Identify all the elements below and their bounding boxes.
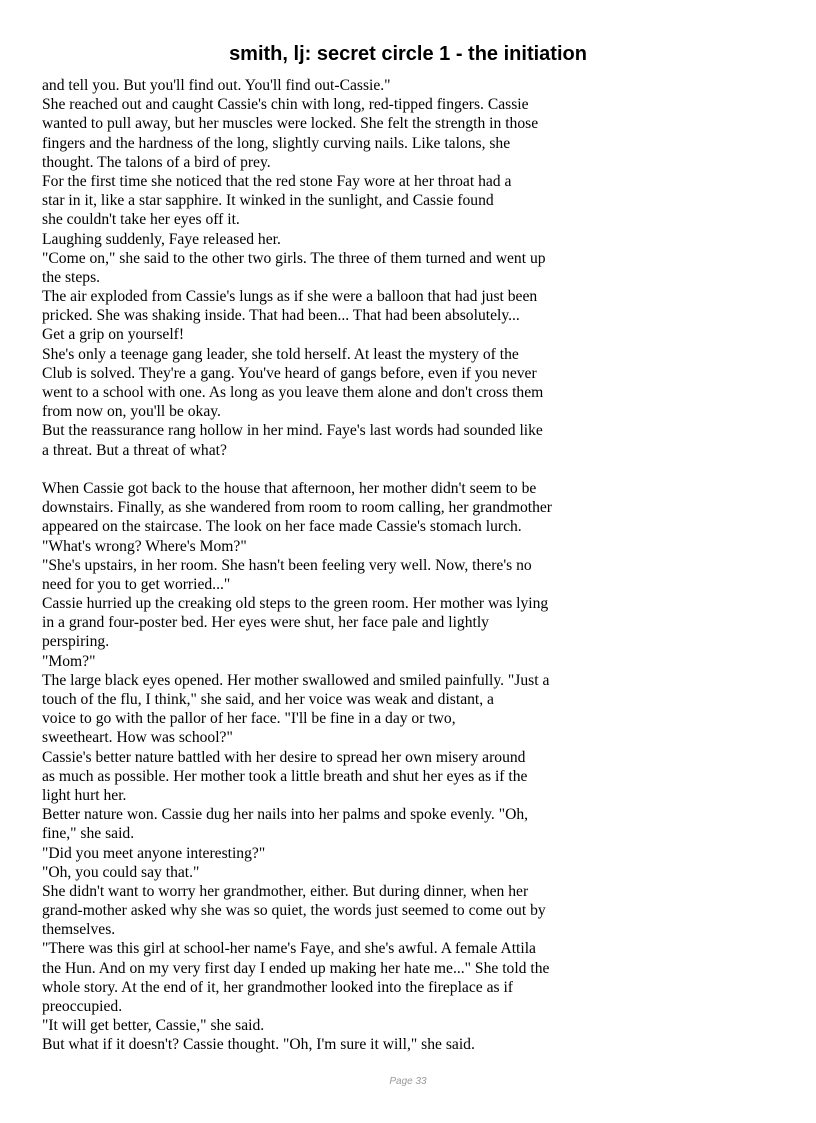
text-line: For the first time she noticed that the red stone Fay wore at her throat had a	[42, 172, 512, 190]
text-line: "Mom?"	[42, 652, 96, 670]
text-line: Better nature won. Cassie dug her nails into her palms and spoke evenly. "Oh,	[42, 806, 529, 824]
text-line: and tell you. But you'll find out. You'll find out-Cassie."	[42, 77, 391, 94]
text-line: thought. The talons of a bird of prey.	[42, 153, 271, 171]
text-line: "There was this girl at school-her name's Faye, and she's awful. A female Attila	[42, 940, 536, 958]
text-line: whole story. At the end of it, her grandmother looked into the fireplace as if	[42, 978, 513, 996]
page-number: Page 33	[389, 1076, 427, 1087]
text-line: went to a school with one. As long as you leave them alone and don't cross them	[42, 384, 544, 401]
text-line: But what if it doesn't? Cassie thought. "Oh, I'm sure it will," she said.	[42, 1036, 475, 1054]
text-line: fingers and the hardness of the long, slightly curving nails. Like talons, she	[42, 134, 511, 152]
text-line: She reached out and caught Cassie's chin with long, red-tipped fingers. Cassie	[42, 96, 529, 114]
text-line: in a grand four-poster bed. Her eyes were shut, her face pale and lightly	[42, 614, 489, 632]
text-line: She's only a teenage gang leader, she told herself. At least the mystery of the	[42, 345, 519, 363]
text-line: When Cassie got back to the house that afternoon, her mother didn't seem to be	[42, 479, 537, 497]
text-line: pricked. She was shaking inside. That had been... That had been absolutely...	[42, 307, 520, 325]
text-line: Get a grip on yourself!	[42, 326, 185, 344]
page-title: smith, lj: secret circle 1 - the initiation	[229, 43, 587, 65]
text-line: perspiring.	[42, 633, 110, 651]
text-line: Cassie's better nature battled with her desire to spread her own misery around	[42, 748, 526, 766]
text-line: sweetheart. How was school?"	[42, 729, 233, 747]
text-line: appeared on the staircase. The look on her face made Cassie's stomach lurch.	[42, 518, 522, 536]
text-line: need for you to get worried..."	[42, 575, 231, 593]
text-line: But the reassurance rang hollow in her mind. Faye's last words had sounded like	[42, 422, 543, 440]
text-line: a threat. But a threat of what?	[42, 441, 227, 459]
text-line: as much as possible. Her mother took a little breath and shut her eyes as if the	[42, 767, 528, 785]
text-line: light hurt her.	[42, 786, 127, 804]
text-line: Cassie hurried up the creaking old steps to the green room. Her mother was lying	[42, 595, 549, 613]
text-line: she couldn't take her eyes off it.	[42, 211, 240, 229]
text-line: themselves.	[42, 921, 116, 939]
text-line: "Come on," she said to the other two girls. The three of them turned and went up	[42, 249, 546, 267]
text-line: "It will get better, Cassie," she said.	[42, 1017, 265, 1035]
text-line: She didn't want to worry her grandmother, either. But during dinner, when her	[42, 882, 529, 900]
text-line: wanted to pull away, but her muscles were locked. She felt the strength in those	[42, 115, 539, 133]
text-line: from now on, you'll be okay.	[42, 403, 221, 421]
text-line: Laughing suddenly, Faye released her.	[42, 230, 281, 248]
text-line: grand-mother asked why she was so quiet, the words just seemed to come out by	[42, 902, 546, 920]
text-line: "She's upstairs, in her room. She hasn't been feeling very well. Now, there's no	[42, 556, 532, 574]
text-line: "Oh, you could say that."	[42, 863, 200, 881]
text-line: preoccupied.	[42, 998, 123, 1015]
text-line: "What's wrong? Where's Mom?"	[42, 537, 247, 555]
body-text	[42, 76, 602, 1055]
text-line: The air exploded from Cassie's lungs as if she were a balloon that had just been	[42, 288, 538, 306]
text-line: The large black eyes opened. Her mother swallowed and smiled painfully. "Just a	[42, 671, 550, 689]
text-line: downstairs. Finally, as she wandered from room to room calling, her grandmother	[42, 499, 552, 517]
paragraph-break	[42, 460, 602, 479]
text-line: star in it, like a star sapphire. It winked in the sunlight, and Cassie found	[42, 192, 494, 210]
text-line: the Hun. And on my very first day I ended up making her hate me..." She told the	[42, 959, 550, 977]
text-line: "Did you meet anyone interesting?"	[42, 844, 266, 862]
text-line: the steps.	[42, 268, 101, 286]
text-line: touch of the flu, I think," she said, and her voice was weak and distant, a	[42, 691, 494, 708]
text-line: Club is solved. They're a gang. You've heard of gangs before, even if you never	[42, 364, 537, 382]
text-line: voice to go with the pallor of her face. "I'll be fine in a day or two,	[42, 710, 456, 728]
text-line: fine," she said.	[42, 825, 135, 843]
